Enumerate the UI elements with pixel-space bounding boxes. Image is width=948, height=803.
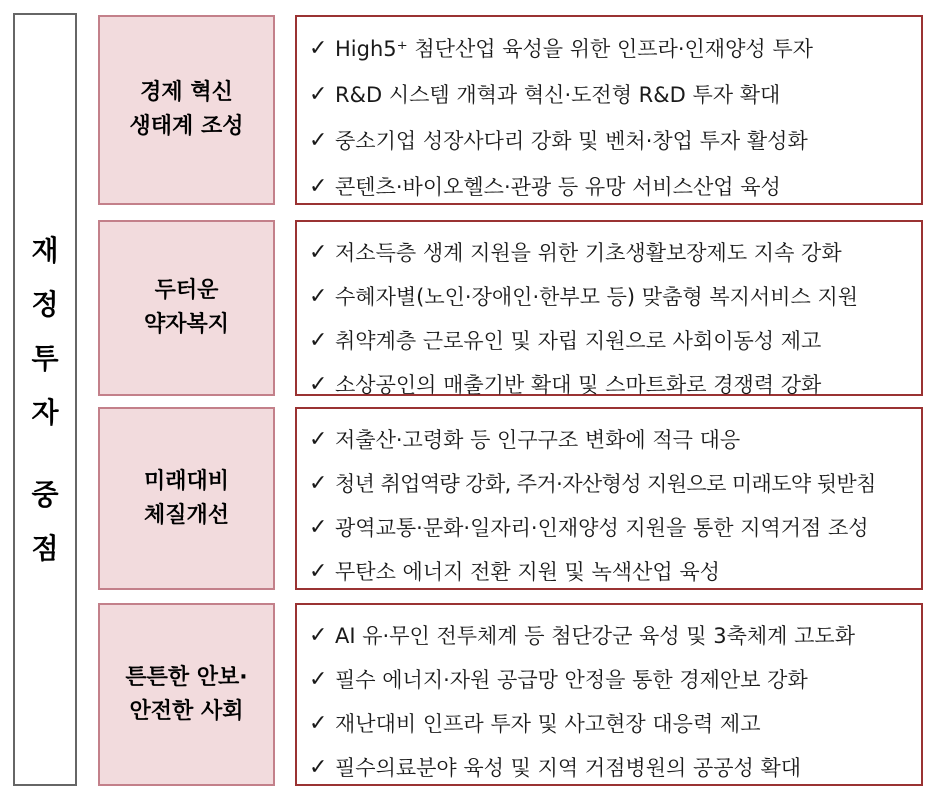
category-label [130, 76, 244, 144]
check-icon: ✓ [309, 666, 328, 692]
list-item [309, 71, 921, 117]
category-label-line: 튼튼한 안보· [125, 664, 248, 690]
item-text: 소상공인의 매출기반 확대 및 스마트화로 경쟁력 강화 [335, 373, 822, 397]
list-item [309, 274, 921, 318]
check-icon: ✓ [309, 35, 328, 61]
list-item [309, 318, 921, 362]
side-title-char: 재 [31, 233, 59, 267]
item-text: 취약계층 근로유인 및 자립 지원으로 사회이동성 제고 [335, 329, 822, 353]
list-item [309, 230, 921, 274]
list-item [309, 657, 921, 701]
check-icon: ✓ [309, 127, 328, 153]
category-label-line: 미래대비 [143, 468, 229, 494]
category-label-line: 경제 혁신 [140, 80, 233, 105]
category-label-line: 생태계 조성 [129, 114, 244, 139]
check-icon: ✓ [309, 710, 328, 736]
check-icon: ✓ [309, 514, 328, 540]
check-icon: ✓ [309, 558, 328, 584]
check-icon: ✓ [309, 371, 328, 397]
category-label-line: 안전한 사회 [129, 698, 244, 724]
side-title-char: 자 [31, 395, 59, 429]
side-title-char: 정 [31, 287, 59, 321]
item-text: 무탄소 에너지 전환 지원 및 녹색산업 육성 [335, 560, 720, 584]
items-box-welfare [295, 220, 923, 396]
category-label-line: 약자복지 [143, 312, 229, 337]
item-text: R&D 시스템 개혁과 혁신·도전형 R&D 투자 확대 [335, 83, 781, 107]
list-item [309, 117, 921, 163]
items-box-economy [295, 15, 923, 205]
list-item [309, 745, 921, 789]
item-text: 필수 에너지·자원 공급망 안정을 통한 경제안보 강화 [335, 668, 808, 692]
check-icon: ✓ [309, 239, 328, 265]
item-text: 중소기업 성장사다리 강화 및 벤처·창업 투자 활성화 [335, 129, 808, 153]
check-icon: ✓ [309, 622, 328, 648]
check-icon: ✓ [309, 426, 328, 452]
item-text: 필수의료분야 육성 및 지역 거점병원의 공공성 확대 [335, 756, 802, 780]
list-item [309, 461, 921, 505]
item-text: 재난대비 인프라 투자 및 사고현장 대응력 제고 [335, 712, 761, 736]
check-icon: ✓ [309, 81, 328, 107]
check-icon: ✓ [309, 283, 328, 309]
list-item [309, 417, 921, 461]
category-box-future [98, 407, 275, 590]
check-icon: ✓ [309, 470, 328, 496]
category-box-economy [98, 15, 275, 205]
list-item [309, 701, 921, 745]
category-label-line: 체질개선 [143, 502, 229, 528]
side-title-box [13, 13, 77, 786]
item-text: AI 유·무인 전투체계 등 첨단강군 육성 및 3축체계 고도화 [335, 624, 856, 648]
list-item [309, 362, 921, 406]
item-text: 콘텐츠·바이오헬스·관광 등 유망 서비스산업 육성 [335, 175, 781, 199]
category-label [144, 274, 229, 342]
check-icon: ✓ [309, 173, 328, 199]
list-item [309, 613, 921, 657]
category-label [125, 661, 247, 729]
item-text: 저출산·고령화 등 인구구조 변화에 적극 대응 [335, 428, 741, 452]
side-title-char: 점 [31, 531, 59, 565]
check-icon: ✓ [309, 754, 328, 780]
list-item [309, 549, 921, 593]
list-item [309, 25, 921, 71]
side-title-char: 중 [31, 477, 59, 511]
check-icon: ✓ [309, 327, 328, 353]
items-box-future [295, 407, 923, 590]
items-box-security [295, 603, 923, 786]
item-text: High5⁺ 첨단산업 육성을 위한 인프라·인재양성 투자 [335, 37, 813, 61]
category-label [144, 465, 229, 533]
category-box-welfare [98, 220, 275, 396]
list-item [309, 505, 921, 549]
item-text: 저소득층 생계 지원을 위한 기초생활보장제도 지속 강화 [335, 241, 842, 265]
side-title-char: 투 [31, 341, 59, 375]
category-box-security [98, 603, 275, 786]
item-text: 광역교통·문화·일자리·인재양성 지원을 통한 지역거점 조성 [335, 516, 869, 540]
category-label-line: 두터운 [154, 278, 219, 303]
list-item [309, 163, 921, 209]
item-text: 청년 취업역량 강화, 주거·자산형성 지원으로 미래도약 뒷받침 [335, 472, 876, 496]
item-text: 수혜자별(노인·장애인·한부모 등) 맞춤형 복지서비스 지원 [335, 285, 859, 309]
